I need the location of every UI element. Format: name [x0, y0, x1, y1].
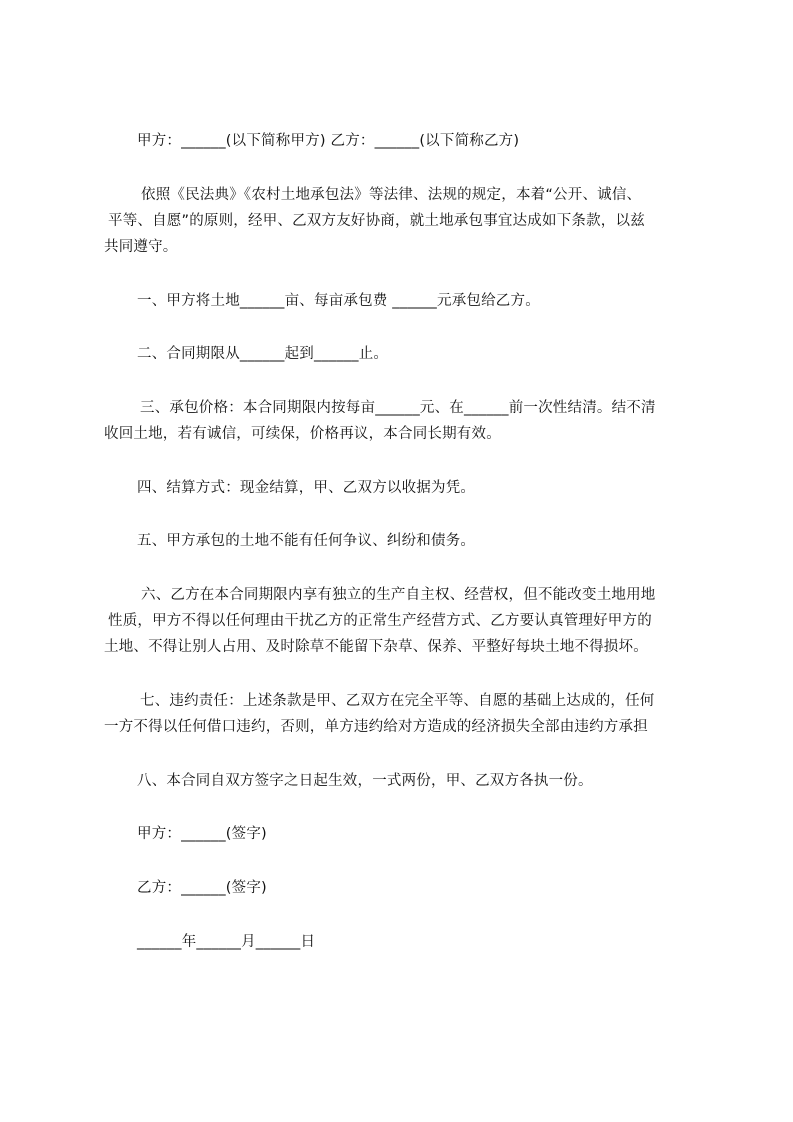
clause-2: 二、合同期限从______起到______止。 — [137, 346, 389, 362]
clause-7-line-2: 一方不得以任何借口违约，否则，单方违约给对方造成的经济损失全部由违约方承担 — [104, 719, 648, 735]
clause-1: 一、甲方将土地______亩、每亩承包费 ______元承包给乙方。 — [137, 293, 540, 309]
clause-4: 四、结算方式：现金结算，甲、乙双方以收据为凭。 — [137, 480, 476, 496]
clause-7-line-1: 七、违约责任：上述条款是甲、乙双方在完全平等、自愿的基础上达成的，任何 — [140, 693, 655, 709]
parties-line: 甲方：______(以下简称甲方) 乙方：______(以下简称乙方) — [137, 133, 520, 149]
clause-8: 八、本合同自双方签字之日起生效，一式两份，甲、乙双方各执一份。 — [137, 773, 593, 789]
clause-5: 五、甲方承包的土地不能有任何争议、纠纷和债务。 — [137, 533, 476, 549]
signature-party-b: 乙方：______(签字) — [137, 880, 267, 896]
clause-6-line-3: 土地、不得让别人占用、及时除草不能留下杂草、保养、平整好每块土地不得损坏。 — [104, 639, 648, 655]
preamble-line-3: 共同遵守。 — [104, 239, 178, 255]
clause-6-line-1: 六、乙方在本合同期限内享有独立的生产自主权、经营权，但不能改变土地用地 — [141, 587, 656, 603]
date-line: ______年______月______日 — [137, 934, 316, 950]
clause-3-line-2: 收回土地，若有诚信，可续保，价格再议，本合同长期有效。 — [104, 426, 501, 442]
clause-6-line-2: 性质，甲方不得以任何理由干扰乙方的正常生产经营方式、乙方要认真管理好甲方的 — [108, 613, 652, 629]
preamble-line-1: 依照《民法典》《农村土地承包法》等法律、法规的规定，本着“公开、诚信、 — [141, 187, 642, 203]
signature-party-a: 甲方：______(签字) — [137, 826, 267, 842]
preamble-line-2: 平等、自愿”的原则，经甲、乙双方友好协商，就土地承包事宜达成如下条款，以兹 — [108, 213, 645, 229]
clause-3-line-1: 三、承包价格：本合同期限内按每亩______元、在______前一次性结清。结不清 — [140, 400, 656, 416]
